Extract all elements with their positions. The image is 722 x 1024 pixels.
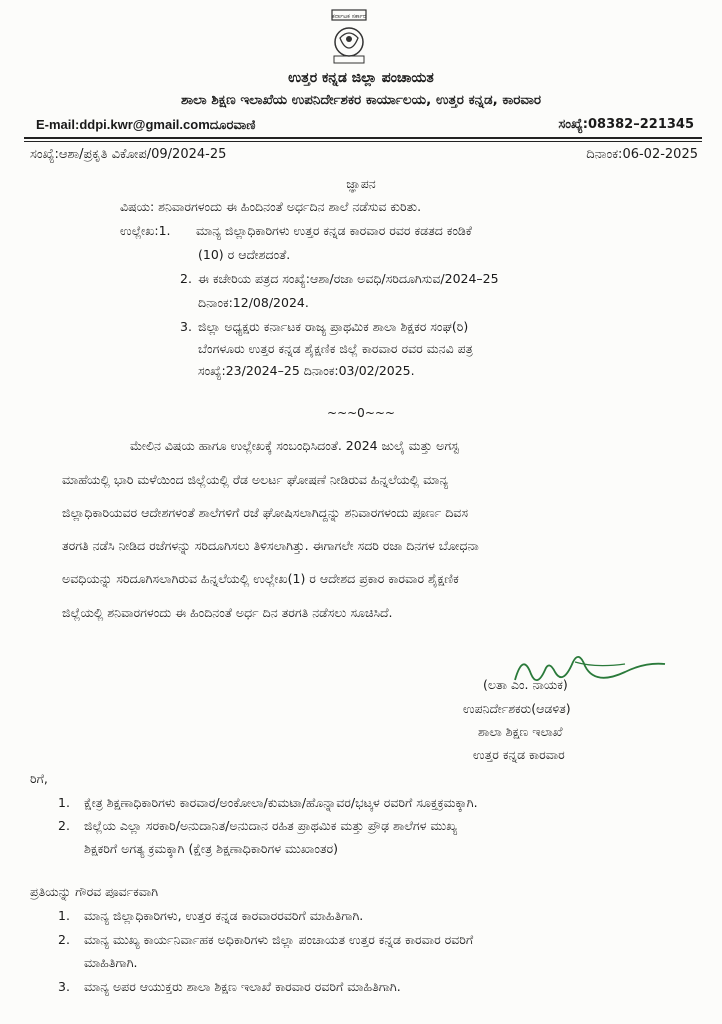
header-line1: ಉತ್ತರ ಕನ್ನಡ ಜಿಲ್ಲಾ ಪಂಚಾಯತ	[288, 70, 434, 86]
reference-3-line-1: ಜಿಲ್ಲಾ ಅಧ್ಯಕ್ಷರು ಕರ್ನಾಟಕ ರಾಜ್ಯ ಪ್ರಾಥಮಿಕ ಶಾಲಾ ಶಿಕ್ಷಕರ ಸಂಘ(ರಿ)	[198, 319, 469, 334]
reference-3-line-2: ಬೆಂಗಳೂರು ಉತ್ತರ ಕನ್ನಡ ಶೈಕ್ಷಣಿಕ ಜಿಲ್ಲೆ ಕಾರವಾರ ರವರ ಮನವಿ ಪತ್ರ	[198, 341, 473, 356]
to-item-2-line-1: ಜಿಲ್ಲೆಯ ಎಲ್ಲಾ ಸರಕಾರಿ/ಅನುದಾನಿತ/ಅನುದಾನ ರಹಿತ ಪ್ರಾಥಮಿಕ ಮತ್ತು ಪ್ರೌಢ ಶಾಲೆಗಳ ಮುಖ್ಯ	[84, 818, 458, 833]
contact-line-left	[36, 117, 255, 133]
cc-item-2-number: 2.	[58, 932, 70, 947]
signatory-place: ಉತ್ತರ ಕನ್ನಡ ಕಾರವಾರ	[473, 747, 565, 762]
to-item-2-number: 2.	[58, 818, 70, 833]
signatory-name: (ಲತಾ ಎಂ. ನಾಯಕ)	[483, 677, 568, 692]
header-line2: ಶಾಲಾ ಶಿಕ್ಷಣ ಇಲಾಖೆಯ ಉಪನಿರ್ದೇಶಕರ ಕಾರ್ಯಾಲಯ, ಉತ್ತರ ಕನ್ನಡ, ಕಾರವಾರ	[181, 92, 541, 108]
phone-label: ದೂರವಾಣಿ	[209, 118, 256, 133]
body-line-6: ಜಿಲ್ಲೆಯಲ್ಲಿ ಶನಿವಾರಗಳಂದು ಈ ಹಿಂದಿನಂತೆ ಅರ್ಧ ದಿನ ತರಗತಿ ನಡೆಸಲು ಸೂಚಿಸಿದೆ.	[62, 605, 393, 620]
government-emblem-icon	[320, 8, 378, 66]
body-line-3: ಜಿಲ್ಲಾಧಿಕಾರಿಯವರ ಆದೇಶಗಳಂತೆ ಶಾಲೆಗಳಿಗೆ ರಜೆ ಘೋಷಿಸಲಾಗಿದ್ದನ್ನು ಶನಿವಾರಗಳಂದು ಪೂರ್ಣ ದಿವಸ	[62, 505, 468, 520]
reference-2-line-1: ಈ ಕಚೇರಿಯ ಪತ್ರದ ಸಂಖ್ಯೆ:ಆಶಾ/ರಜಾ ಅವಧಿ/ಸರಿದೂಗಿಸುವ/2024–25	[198, 271, 499, 286]
body-line-4: ತರಗತಿ ನಡೆಸಿ ನೀಡಿದ ರಜೆಗಳನ್ನು ಸರಿದೂಗಿಸಲು ತಿಳಿಸಲಾಗಿತ್ತು. ಈಗಾಗಲೇ ಸದರಿ ರಜಾ ದಿನಗಳ ಬೋಧನಾ	[62, 538, 479, 553]
reference-3-label: 3.	[180, 319, 192, 334]
separator: ~~~0~~~	[327, 406, 395, 420]
cc-item-3-number: 3.	[58, 979, 70, 994]
to-item-1-number: 1.	[58, 795, 70, 810]
reference-number: ಸಂಖ್ಯೆ:ಆಶಾ/ಪ್ರಕೃತಿ ವಿಕೋಪ/09/2024-25	[30, 147, 227, 162]
signatory-designation: ಉಪನಿರ್ದೇಶಕರು(ಆಡಳಿತ)	[463, 701, 571, 716]
cc-item-1-number: 1.	[58, 908, 70, 923]
body-line-2: ಮಾಹೆಯಲ್ಲಿ ಭಾರಿ ಮಳೆಯಿಂದ ಜಿಲ್ಲೆಯಲ್ಲಿ ರೆಡ ಅಲರ್ಟ ಘೋಷಣೆ ನೀಡಿರುವ ಹಿನ್ನಲೆಯಲ್ಲಿ ಮಾನ್ಯ	[62, 472, 449, 487]
to-label: ರಿಗೆ,	[30, 771, 48, 786]
reference-1-line-2: (10) ರ ಆದೇಶದಂತೆ.	[198, 247, 291, 262]
reference-1-line-1: ಮಾನ್ಯ ಜಿಲ್ಲಾಧಿಕಾರಿಗಳು ಉತ್ತರ ಕನ್ನಡ ಕಾರವಾರ ರವರ ಕಡತದ ಕಂಡಿಕೆ	[196, 223, 472, 238]
header-divider-bottom	[24, 141, 702, 142]
body-line-5: ಅವಧಿಯನ್ನು ಸರಿದೂಗಿಸಲಾಗಿರುವ ಹಿನ್ನಲೆಯಲ್ಲಿ ಉಲ್ಲೇಖ(1) ರ ಆದೇಶದ ಪ್ರಕಾರ ಕಾರವಾರ ಶೈಕ್ಷಣಿಕ	[62, 571, 459, 586]
phone-number: ಸಂಖ್ಯೆ:08382–221345	[558, 117, 694, 132]
cc-item-2-line-2: ಮಾಹಿತಿಗಾಗಿ.	[84, 955, 138, 970]
memo-title: ಜ್ಞಾಪನ	[346, 176, 376, 191]
reference-2-line-2: ದಿನಾಂಕ:12/08/2024.	[198, 295, 309, 310]
to-item-2-line-2: ಶಿಕ್ಷಕರಿಗೆ ಅಗತ್ಯ ಕ್ರಮಕ್ಕಾಗಿ (ಕ್ಷೇತ್ರ ಶಿಕ್ಷಣಾಧಿಕಾರಿಗಳ ಮುಖಾಂತರ)	[84, 841, 339, 856]
email-label: E-mail:	[36, 117, 80, 132]
header-divider-top	[24, 137, 702, 139]
cc-item-3-text: ಮಾನ್ಯ ಅಪರ ಆಯುಕ್ತರು ಶಾಲಾ ಶಿಕ್ಷಣ ಇಲಾಖೆ ಕಾರವಾರ ರವರಿಗೆ ಮಾಹಿತಿಗಾಗಿ.	[84, 979, 401, 994]
date: ದಿನಾಂಕ:06-02-2025	[586, 147, 698, 162]
cc-item-2-line-1: ಮಾನ್ಯ ಮುಖ್ಯ ಕಾರ್ಯನಿರ್ವಾಹಕ ಅಧಿಕಾರಿಗಳು ಜಿಲ್ಲಾ ಪಂಚಾಯತ ಉತ್ತರ ಕನ್ನಡ ಕಾರವಾರ ರವರಿಗೆ	[84, 932, 474, 947]
signatory-department: ಶಾಲಾ ಶಿಕ್ಷಣ ಇಲಾಖೆ	[478, 724, 563, 739]
cc-item-1-text: ಮಾನ್ಯ ಜಿಲ್ಲಾಧಿಕಾರಿಗಳು, ಉತ್ತರ ಕನ್ನಡ ಕಾರವಾರರವರಿಗೆ ಮಾಹಿತಿಗಾಗಿ.	[84, 908, 364, 923]
body-line-1: ಮೇಲಿನ ವಿಷಯ ಹಾಗೂ ಉಲ್ಲೇಖಕ್ಕೆ ಸಂಬಂಧಿಸಿದಂತೆ. 2024 ಜುಲೈ ಮತ್ತು ಅಗಸ್ಟ	[130, 438, 459, 453]
cc-label: ಪ್ರತಿಯನ್ನು ಗೌರವ ಪೂರ್ವಕವಾಗಿ	[30, 884, 159, 899]
to-item-1-text: ಕ್ಷೇತ್ರ ಶಿಕ್ಷಣಾಧಿಕಾರಿಗಳು ಕಾರವಾರ/ಅಂಕೋಲಾ/ಕುಮಟಾ/ಹೊನ್ನಾವರ/ಭಟ್ಕಳ ರವರಿಗೆ ಸೂಕ್ತಕ್ರಮಕ್ಕಾಗಿ.	[84, 795, 478, 810]
reference-2-label: 2.	[180, 271, 192, 286]
reference-3-line-3: ಸಂಖ್ಯೆ:23/2024–25 ದಿನಾಂಕ:03/02/2025.	[198, 363, 415, 378]
emblem-name: ಕರ್ನಾಟಕ ಸರ್ಕಾರ	[331, 13, 367, 20]
reference-1-label: ಉಲ್ಲೇಖ:1.	[120, 223, 171, 238]
subject-line: ವಿಷಯ: ಶನಿವಾರಗಳಂದು ಈ ಹಿಂದಿನಂತೆ ಅರ್ಧದಿನ ಶಾಲೆ ನಡೆಸುವ ಕುರಿತು.	[120, 199, 422, 214]
email-link[interactable]: ddpi.kwr@gmail.com	[79, 117, 210, 132]
